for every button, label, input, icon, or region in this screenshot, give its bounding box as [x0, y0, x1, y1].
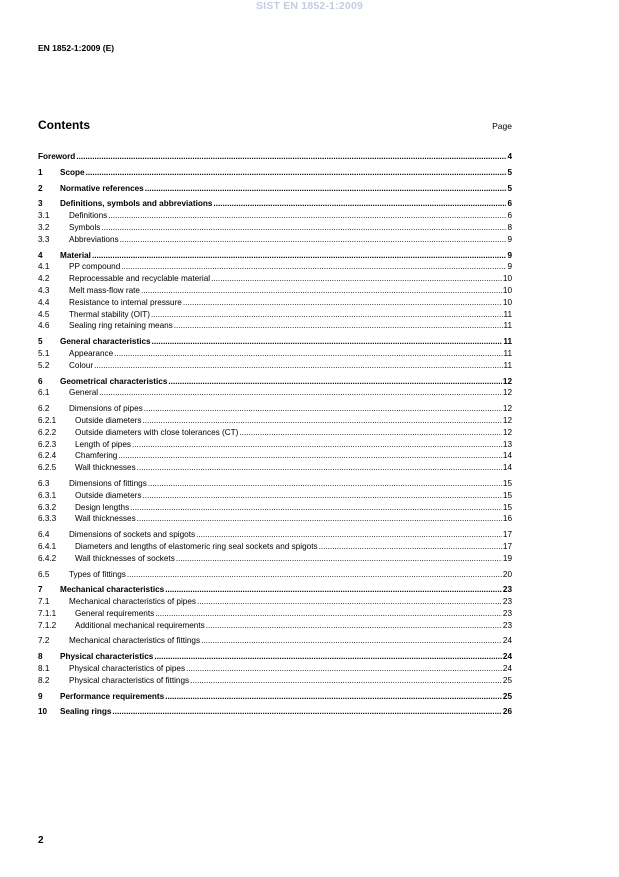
toc-entry[interactable]: [38, 502, 512, 514]
dot-leader: [145, 183, 507, 195]
toc-entry-page: 12: [502, 376, 512, 386]
dot-leader: [201, 635, 502, 647]
dot-leader: [151, 309, 503, 321]
toc-entry-title: Definitions: [69, 211, 108, 221]
toc-entry-number: 6.2.3: [38, 439, 57, 449]
contents-heading: Contents: [38, 118, 90, 132]
dot-leader: [155, 608, 502, 620]
toc-entry-page: 24: [502, 664, 512, 674]
toc-entry-number: 5: [38, 337, 43, 347]
toc-entry-title: Outside diameters: [75, 490, 142, 500]
toc-entry-page: 20: [502, 569, 512, 579]
toc-entry-number: 8: [38, 652, 43, 662]
toc-entry-number: 6.5: [38, 569, 50, 579]
toc-entry-title: Design lengths: [75, 502, 130, 512]
dot-leader: [86, 167, 507, 179]
toc-entry-number: 7.1: [38, 597, 50, 607]
toc-entry-page: 12: [502, 388, 512, 398]
toc-entry-page: 23: [502, 620, 512, 630]
toc-entry[interactable]: [38, 336, 512, 348]
toc-entry-page: 15: [502, 490, 512, 500]
toc-entry[interactable]: [38, 620, 512, 632]
toc-entry[interactable]: [38, 376, 512, 388]
toc-entry-title: Sealing ring retaining means: [69, 321, 173, 331]
toc-entry[interactable]: [38, 541, 512, 553]
toc-entry-page: 12: [502, 427, 512, 437]
page-column-label: Page: [492, 121, 512, 131]
toc-entry-page: 17: [502, 541, 512, 551]
toc-entry-title: Mechanical characteristics of pipes: [69, 597, 196, 607]
toc-entry-number: 7.1.1: [38, 608, 57, 618]
toc-entry-page: 15: [502, 502, 512, 512]
toc-entry[interactable]: [38, 675, 512, 687]
toc-entry[interactable]: [38, 450, 512, 462]
toc-entry-title: Wall thicknesses: [75, 514, 136, 524]
toc-entry-page: 9: [507, 234, 512, 244]
toc-entry-page: 11: [503, 321, 512, 331]
dot-leader: [154, 651, 502, 663]
toc-entry-page: 13: [502, 439, 512, 449]
toc-entry-page: 6: [507, 211, 512, 221]
toc-entry-number: 4.5: [38, 309, 50, 319]
toc-entry-number: 4.6: [38, 321, 50, 331]
toc-entry-page: 23: [502, 597, 512, 607]
toc-entry-number: 7: [38, 585, 43, 595]
toc-entry-page: 24: [502, 652, 512, 662]
toc-entry[interactable]: [38, 608, 512, 620]
dot-leader: [165, 584, 502, 596]
toc-entry[interactable]: [38, 427, 512, 439]
toc-entry[interactable]: [38, 250, 512, 262]
toc-entry-title: Colour: [69, 360, 94, 370]
toc-entry-title: PP compound: [69, 262, 121, 272]
toc-entry[interactable]: [38, 706, 512, 718]
toc-entry[interactable]: [38, 222, 512, 234]
toc-entry-number: 6.4.1: [38, 541, 57, 551]
toc-entry-title: Mechanical characteristics: [60, 585, 165, 595]
dot-leader: [101, 222, 506, 234]
toc-entry-number: 7.1.2: [38, 620, 57, 630]
toc-entry[interactable]: [38, 297, 512, 309]
toc-entry-page: 8: [507, 222, 512, 232]
toc-entry-title: Thermal stability (OIT): [69, 309, 150, 319]
toc-entry-title: Chamfering: [75, 451, 118, 461]
toc-entry[interactable]: [38, 490, 512, 502]
toc-entry-number: 6.2.1: [38, 415, 57, 425]
toc-entry-number: 6.3.3: [38, 514, 57, 524]
dot-leader: [118, 450, 502, 462]
toc-entry-title: Definitions, symbols and abbreviations: [60, 199, 213, 209]
dot-leader: [186, 663, 502, 675]
toc-entry-title: Material: [60, 250, 91, 260]
toc-entry-number: 9: [38, 691, 43, 701]
toc-entry-number: 6.2.2: [38, 427, 57, 437]
toc-entry[interactable]: [38, 635, 512, 647]
toc-entry-title: Performance requirements: [60, 691, 165, 701]
toc-entry[interactable]: [38, 360, 512, 372]
toc-entry-number: 3.1: [38, 211, 50, 221]
toc-entry-number: 6.4.2: [38, 553, 57, 563]
toc-entry-number: 5.1: [38, 348, 50, 358]
dot-leader: [152, 336, 503, 348]
toc-entry-number: 6.2.5: [38, 463, 57, 473]
toc-entry-number: 3.3: [38, 234, 50, 244]
toc-entry-number: 4.4: [38, 297, 50, 307]
dot-leader: [213, 198, 506, 210]
toc-entry-title: Dimensions of pipes: [69, 404, 143, 414]
toc-entry-title: Diameters and lengths of elastomeric ring seal sockets and spigots: [75, 541, 318, 551]
toc-entry[interactable]: [38, 348, 512, 360]
toc-entry-title: Length of pipes: [75, 439, 131, 449]
dot-leader: [196, 529, 502, 541]
toc-entry-page: 26: [502, 707, 512, 717]
toc-entry-page: 10: [502, 285, 512, 295]
toc-entry-page: 6: [507, 199, 512, 209]
dot-leader: [174, 320, 503, 332]
toc-entry-page: 23: [502, 608, 512, 618]
dot-leader: [190, 675, 502, 687]
toc-entry-page: 9: [507, 262, 512, 272]
toc-entry-title: Outside diameters: [75, 415, 142, 425]
toc-entry-page: 16: [502, 514, 512, 524]
toc-entry[interactable]: [38, 513, 512, 525]
toc-entry-page: 24: [502, 636, 512, 646]
toc-entry-number: 1: [38, 167, 43, 177]
toc-entry-title: Reprocessable and recyclable material: [69, 274, 211, 284]
toc-entry[interactable]: [38, 478, 512, 490]
toc-entry-page: 11: [503, 348, 512, 358]
toc-entry-title: Foreword: [38, 152, 76, 161]
dot-leader: [206, 620, 502, 632]
toc-entry-page: 14: [502, 451, 512, 461]
toc-entry-page: 23: [502, 585, 512, 595]
document-id: EN 1852-1:2009 (E): [38, 43, 115, 53]
dot-leader: [239, 427, 502, 439]
toc-entry-title: Outside diameters with close tolerances (CT): [75, 427, 239, 437]
toc-entry-number: 6.3.2: [38, 502, 57, 512]
toc-entry-number: 4.2: [38, 274, 50, 284]
toc-entry-title: Physical characteristics of pipes: [69, 664, 186, 674]
toc-entry-page: 11: [503, 337, 512, 347]
dot-leader: [197, 596, 502, 608]
toc-entry-number: 6.3: [38, 478, 50, 488]
dot-leader: [144, 403, 502, 415]
toc-entry-number: 8.1: [38, 664, 50, 674]
toc-entry-number: 3: [38, 199, 43, 209]
toc-entry-number: 6.3.1: [38, 490, 57, 500]
toc-entry-title: Geometrical characteristics: [60, 376, 168, 386]
toc-entry[interactable]: [38, 553, 512, 565]
toc-entry-number: 3.2: [38, 222, 50, 232]
dot-leader: [183, 297, 502, 309]
toc-entry[interactable]: [38, 309, 512, 321]
toc-entry[interactable]: [38, 691, 512, 703]
toc-entry-title: Types of fittings: [69, 569, 126, 579]
dot-leader: [141, 285, 502, 297]
toc-entry-title: Abbreviations: [69, 234, 119, 244]
toc-entry-title: Scope: [60, 167, 85, 177]
toc-entry-page: 4: [507, 152, 512, 161]
toc-entry[interactable]: [38, 651, 512, 663]
toc-entry-title: Melt mass-flow rate: [69, 285, 140, 295]
toc-entry-title: General characteristics: [60, 337, 151, 347]
dot-leader: [112, 706, 501, 718]
toc-entry[interactable]: [38, 198, 512, 210]
dot-leader: [127, 569, 502, 581]
dot-leader: [142, 490, 501, 502]
toc-entry-title: Dimensions of fittings: [69, 478, 147, 488]
toc-entry-number: 4.1: [38, 262, 50, 272]
toc-entry-title: Sealing rings: [60, 707, 112, 717]
toc-entry-page: 10: [502, 274, 512, 284]
toc-entry-page: 11: [503, 360, 512, 370]
toc-entry-number: 6.4: [38, 530, 50, 540]
toc-entry-page: 5: [507, 167, 512, 177]
dot-leader: [132, 439, 502, 451]
toc-entry-number: 10: [38, 707, 48, 717]
dot-leader: [142, 415, 501, 427]
dot-leader: [211, 273, 502, 285]
watermark: SIST EN 1852-1:2009: [255, 0, 364, 12]
toc-entry-number: 2: [38, 183, 43, 193]
toc-entry-title: Wall thicknesses: [75, 463, 136, 473]
toc-entry-title: Physical characteristics: [60, 652, 154, 662]
dot-leader: [121, 261, 506, 273]
toc-entry-page: 12: [502, 415, 512, 425]
toc-entry-number: 4: [38, 250, 43, 260]
toc-entry[interactable]: [38, 663, 512, 675]
toc-entry-page: 25: [502, 691, 512, 701]
toc-entry[interactable]: [38, 415, 512, 427]
toc-entry-title: Wall thicknesses of sockets: [75, 553, 175, 563]
toc-entry[interactable]: [38, 261, 512, 273]
dot-leader: [94, 360, 502, 372]
toc-entry[interactable]: [38, 285, 512, 297]
toc-entry[interactable]: [38, 596, 512, 608]
toc-entry[interactable]: [38, 234, 512, 246]
toc-entry-number: 6.2: [38, 404, 50, 414]
toc-entry-page: 25: [502, 675, 512, 685]
toc-entry-number: 4.3: [38, 285, 50, 295]
toc-entry[interactable]: [38, 151, 512, 163]
toc-entry-page: 14: [502, 463, 512, 473]
toc-entry-page: 11: [503, 309, 512, 319]
dot-leader: [114, 348, 502, 360]
toc-entry-title: Mechanical characteristics of fittings: [69, 636, 201, 646]
dot-leader: [137, 513, 502, 525]
toc-entry-title: Resistance to internal pressure: [69, 297, 182, 307]
toc-entry-title: Additional mechanical requirements: [75, 620, 205, 630]
dot-leader: [99, 387, 502, 399]
table-of-contents: [38, 151, 512, 718]
toc-entry-page: 17: [502, 530, 512, 540]
toc-entry-page: 19: [502, 553, 512, 563]
toc-entry-page: 9: [507, 250, 512, 260]
dot-leader: [168, 376, 501, 388]
page-number: 2: [38, 835, 44, 846]
dot-leader: [120, 234, 507, 246]
dot-leader: [137, 462, 502, 474]
toc-entry-number: 5.2: [38, 360, 50, 370]
toc-entry[interactable]: [38, 439, 512, 451]
dot-leader: [76, 151, 506, 163]
toc-entry[interactable]: [38, 584, 512, 596]
toc-entry-title: General requirements: [75, 608, 155, 618]
toc-entry-page: 5: [507, 183, 512, 193]
toc-entry[interactable]: [38, 529, 512, 541]
toc-entry[interactable]: [38, 167, 512, 179]
dot-leader: [108, 210, 506, 222]
toc-entry-title: Symbols: [69, 222, 101, 232]
dot-leader: [165, 691, 502, 703]
toc-entry-number: 8.2: [38, 675, 50, 685]
toc-entry-title: Dimensions of sockets and spigots: [69, 530, 196, 540]
toc-entry[interactable]: [38, 403, 512, 415]
toc-entry[interactable]: [38, 210, 512, 222]
dot-leader: [130, 502, 502, 514]
toc-entry[interactable]: [38, 273, 512, 285]
dot-leader: [176, 553, 502, 565]
toc-entry-title: General: [69, 388, 99, 398]
dot-leader: [148, 478, 502, 490]
toc-entry-number: 6: [38, 376, 43, 386]
toc-entry-page: 15: [502, 478, 512, 488]
toc-entry-number: 6.1: [38, 388, 50, 398]
toc-entry-page: 12: [502, 404, 512, 414]
toc-entry[interactable]: [38, 183, 512, 195]
toc-entry-number: 7.2: [38, 636, 50, 646]
toc-entry[interactable]: [38, 320, 512, 332]
toc-entry-title: Physical characteristics of fittings: [69, 675, 190, 685]
toc-entry-title: Appearance: [69, 348, 114, 358]
toc-entry[interactable]: [38, 387, 512, 399]
toc-entry-title: Normative references: [60, 183, 144, 193]
toc-entry[interactable]: [38, 569, 512, 581]
toc-entry-page: 10: [502, 297, 512, 307]
toc-entry[interactable]: [38, 462, 512, 474]
dot-leader: [319, 541, 502, 553]
toc-entry-number: 6.2.4: [38, 451, 57, 461]
dot-leader: [92, 250, 506, 262]
